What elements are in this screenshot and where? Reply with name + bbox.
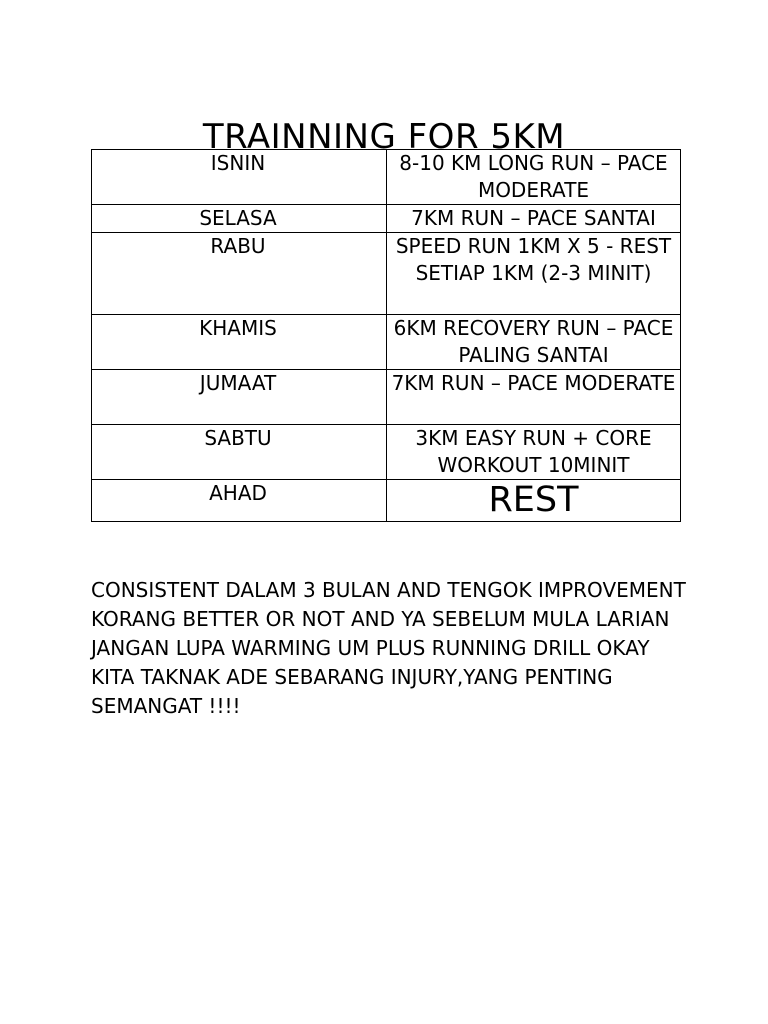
table-row	[92, 370, 681, 425]
day-cell: SELASA	[92, 205, 387, 233]
table-row	[92, 480, 681, 522]
table-row	[92, 315, 681, 370]
training-note-paragraph: CONSISTENT DALAM 3 BULAN AND TENGOK IMPROVEMENT KORANG BETTER OR NOT AND YA SEBELUM MULA LARIAN JANGAN LUPA WARMING UM PLUS RUNNING DRILL OKAY KITA TAKNAK ADE SEBARANG INJURY,YANG PENTING SEMANGAT !!!!	[91, 578, 686, 718]
day-cell: ISNIN	[92, 150, 387, 205]
day-cell: JUMAAT	[92, 370, 387, 425]
table-row	[92, 150, 681, 205]
table-row	[92, 425, 681, 480]
plan-cell: 8-10 KM LONG RUN – PACE MODERATE	[387, 150, 681, 205]
plan-cell: 7KM RUN – PACE MODERATE	[387, 370, 681, 425]
day-cell: RABU	[92, 233, 387, 315]
day-cell: SABTU	[92, 425, 387, 480]
table-row	[92, 233, 681, 315]
training-schedule-table	[91, 149, 681, 522]
day-cell: KHAMIS	[92, 315, 387, 370]
plan-cell: 7KM RUN – PACE SANTAI	[387, 205, 681, 233]
day-cell: AHAD	[92, 480, 387, 522]
plan-cell: SPEED RUN 1KM X 5 - REST SETIAP 1KM (2-3 MINIT)	[387, 233, 681, 315]
plan-cell: 3KM EASY RUN + CORE WORKOUT 10MINIT	[387, 425, 681, 480]
plan-cell: REST	[387, 480, 681, 522]
page-title: TRAINNING FOR 5KM	[202, 116, 566, 157]
plan-cell: 6KM RECOVERY RUN – PACE PALING SANTAI	[387, 315, 681, 370]
table-row	[92, 205, 681, 233]
